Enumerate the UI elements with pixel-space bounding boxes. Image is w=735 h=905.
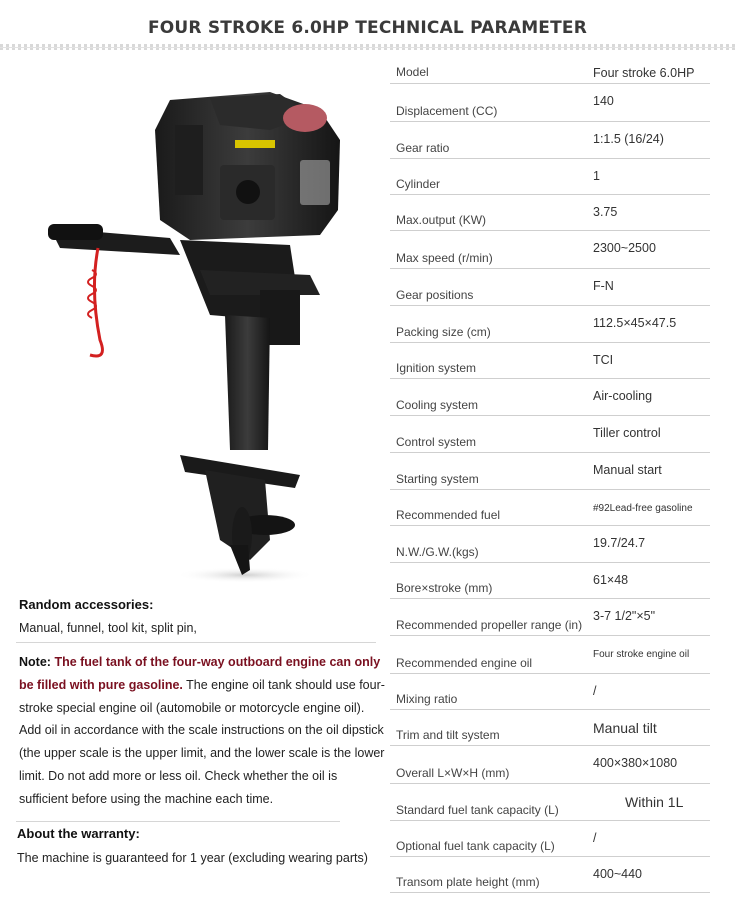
spec-row (390, 231, 710, 269)
spec-value: / (593, 831, 597, 845)
accessories-title: Random accessories: (19, 597, 154, 612)
spec-value: / (593, 684, 597, 698)
spec-value: 400~440 (593, 867, 643, 881)
spec-value: 112.5×45×47.5 (593, 316, 677, 330)
spec-label: N.W./G.W.(kgs) (396, 545, 479, 559)
warranty-text: The machine is guaranteed for 1 year (excluding wearing parts) (17, 851, 368, 865)
spec-row (390, 269, 710, 306)
spec-row (390, 490, 710, 526)
spec-value: 19.7/24.7 (593, 536, 646, 550)
spec-row (390, 526, 710, 563)
spec-row (390, 599, 710, 636)
spec-row (390, 636, 710, 674)
spec-label: Max speed (r/min) (396, 251, 493, 265)
spec-value: 400×380×1080 (593, 756, 678, 770)
note-paragraph (19, 651, 385, 811)
spec-label: Recommended fuel (396, 508, 501, 522)
spec-row (390, 784, 710, 821)
spec-value: Four stroke engine oil (593, 649, 690, 660)
spec-label: Control system (396, 435, 477, 449)
accessories-text: Manual, funnel, tool kit, split pin, (19, 621, 197, 635)
spec-row (390, 746, 710, 784)
spec-row (390, 84, 710, 122)
spec-row (390, 159, 710, 195)
warranty-divider (16, 821, 340, 822)
spec-label: Cooling system (396, 398, 479, 412)
spec-value: 61×48 (593, 573, 629, 587)
spec-label: Overall L×W×H (mm) (396, 766, 510, 780)
spec-label: Gear positions (396, 288, 474, 302)
outboard-engine-image (20, 70, 380, 590)
spec-row (390, 563, 710, 599)
spec-value: 3-7 1/2"×5" (593, 609, 656, 623)
accessories-divider (16, 642, 376, 643)
spec-row (390, 674, 710, 710)
spec-row (390, 453, 710, 490)
spec-label: Transom plate height (mm) (396, 875, 540, 889)
spec-row (390, 857, 710, 893)
spec-label: Recommended engine oil (396, 656, 533, 670)
spec-value: Air-cooling (593, 389, 653, 403)
spec-value: 1 (593, 169, 600, 183)
spec-value: Manual tilt (593, 720, 657, 736)
spec-row (390, 343, 710, 379)
spec-value: 3.75 (593, 205, 618, 219)
spec-row (390, 195, 710, 231)
spec-label: Max.output (KW) (396, 213, 487, 227)
outboard-engine-icon (20, 70, 380, 590)
spec-value: Manual start (593, 463, 662, 477)
spec-value: F-N (593, 279, 614, 293)
spec-row (390, 56, 710, 84)
note-label: Note: (19, 655, 51, 669)
spec-value: TCI (593, 353, 614, 367)
warranty-title: About the warranty: (17, 826, 140, 841)
spec-value: Within 1L (625, 794, 684, 810)
spec-label: Ignition system (396, 361, 477, 375)
title-divider-line (0, 47, 735, 48)
spec-row (390, 821, 710, 857)
page-title: FOUR STROKE 6.0HP TECHNICAL PARAMETER (147, 18, 588, 38)
spec-value: #92Lead-free gasoline (593, 503, 693, 514)
spec-label: Packing size (cm) (396, 325, 491, 339)
spec-label: Standard fuel tank capacity (L) (396, 803, 559, 817)
spec-label: Model (396, 65, 429, 79)
spec-row (390, 416, 710, 453)
spec-value: Tiller control (593, 426, 661, 440)
spec-label: Optional fuel tank capacity (L) (396, 839, 555, 853)
note-highlight: The fuel tank of the four-way outboard engine can only be filled with pure gasoline. (19, 655, 381, 692)
spec-label: Mixing ratio (396, 692, 458, 706)
spec-row (390, 710, 710, 746)
spec-label: Trim and tilt system (396, 728, 500, 742)
spec-value: 140 (593, 94, 614, 108)
spec-row (390, 122, 710, 159)
spec-value: 1:1.5 (16/24) (593, 132, 664, 146)
spec-label: Recommended propeller range (in) (396, 618, 583, 632)
spec-value: 2300~2500 (593, 241, 656, 255)
spec-label: Starting system (396, 472, 479, 486)
spec-label: Cylinder (396, 177, 441, 191)
spec-label: Gear ratio (396, 141, 450, 155)
spec-label: Displacement (CC) (396, 104, 498, 118)
spec-value: Four stroke 6.0HP (593, 66, 695, 80)
note-body: The engine oil tank should use four-stroke special engine oil (automobile or motorcycle engine oil). Add oil in accordance with the scale instructions on the oil dipstick (the upper scale is the upper limit, and the lower scale is the lower limit. Do not add more or less oil. Check whether the oil is sufficient before using the machine each time. (19, 677, 385, 806)
spec-label: Bore×stroke (mm) (396, 581, 493, 595)
spec-row (390, 379, 710, 416)
spec-row (390, 306, 710, 343)
